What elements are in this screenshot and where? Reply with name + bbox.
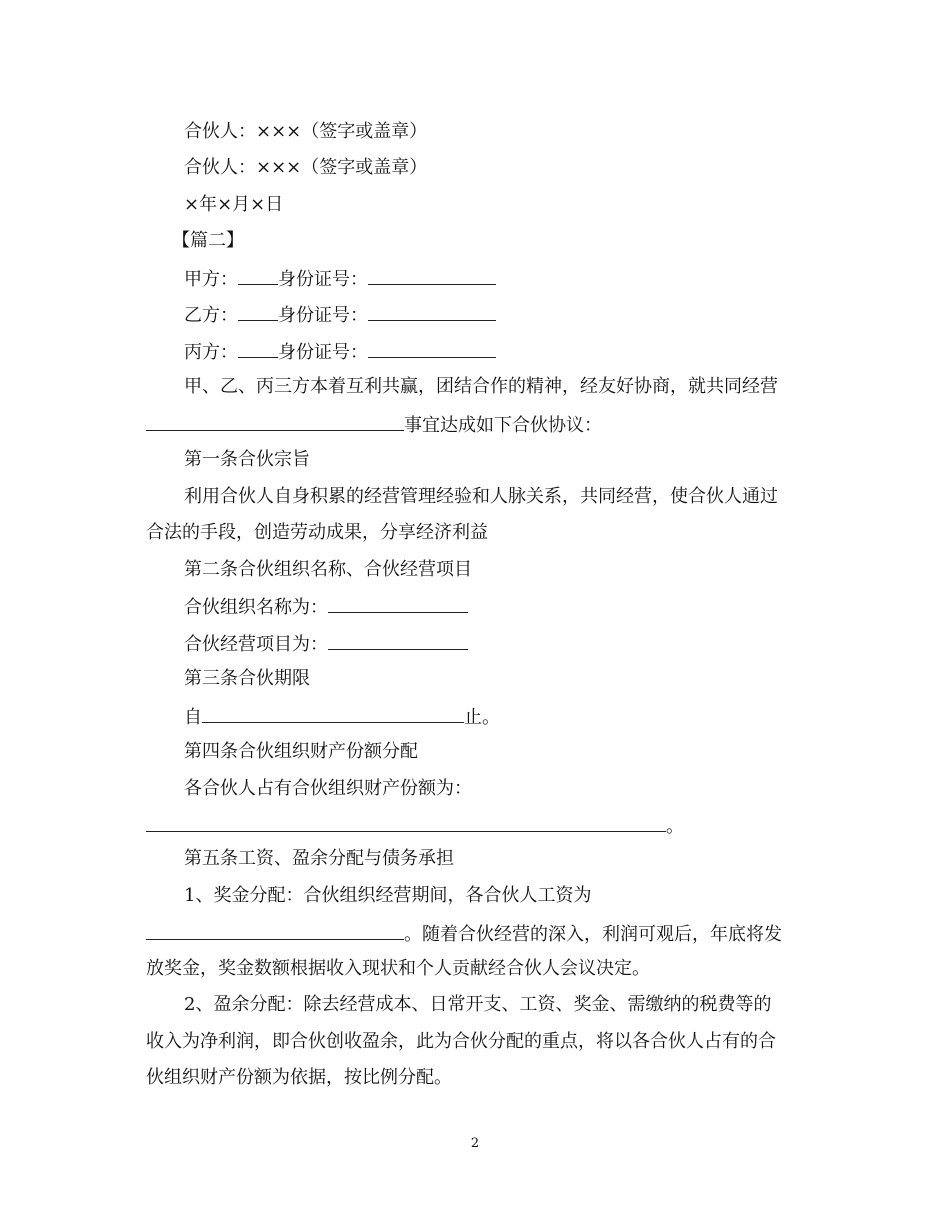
bonus-line-1: 1、奖金分配：合伙组织经营期间，各合伙人工资为 — [184, 885, 592, 906]
party-b-name-blank — [238, 302, 278, 321]
project-blank — [328, 631, 468, 650]
article-1-line-1: 利用合伙人自身积累的经营管理经验和人脉关系，共同经营，使合伙人通过 — [184, 486, 778, 507]
date-line: ×年×月×日 — [184, 194, 284, 215]
intro-line-2 — [146, 412, 602, 438]
party-c-name-blank — [238, 339, 278, 358]
surplus-line-3: 伙组织财产份额为依据，按比例分配。 — [146, 1067, 452, 1088]
article-1-title: 第一条合伙宗旨 — [184, 449, 310, 470]
project-label: 合伙经营项目为： — [184, 634, 328, 655]
bonus-line-2-suffix: 。随着合伙经营的深入，利润可观后，年底将发 — [404, 924, 782, 945]
page-number: 2 — [470, 1136, 480, 1151]
article-5-title: 第五条工资、盈余分配与债务承担 — [184, 848, 454, 869]
bonus-line-2 — [146, 921, 782, 947]
org-name-label: 合伙组织名称为： — [184, 597, 328, 618]
term-line — [184, 704, 500, 730]
party-a-label: 甲方： — [184, 269, 238, 290]
surplus-line-1: 2、盈余分配：除去经营成本、日常开支、工资、奖金、需缴纳的税费等的 — [184, 994, 772, 1015]
party-a-id-label: 身份证号： — [278, 269, 368, 290]
share-line — [146, 813, 684, 839]
party-b-id-blank — [368, 302, 496, 321]
party-a-line — [184, 266, 496, 292]
article-4-line-1: 各合伙人占有合伙组织财产份额为： — [184, 778, 472, 799]
term-from-label: 自 — [184, 707, 202, 728]
article-4-title: 第四条合伙组织财产份额分配 — [184, 741, 418, 762]
salary-blank — [146, 921, 404, 940]
party-c-id-label: 身份证号： — [278, 342, 368, 363]
project-line — [184, 631, 468, 657]
party-b-label: 乙方： — [184, 305, 238, 326]
party-c-line — [184, 339, 496, 365]
article-2-title: 第二条合伙组织名称、合伙经营项目 — [184, 559, 472, 580]
party-b-line — [184, 302, 496, 328]
bonus-line-3: 放奖金，奖金数额根据收入现状和个人贡献经合伙人会议决定。 — [146, 958, 650, 979]
share-end-mark: 。 — [666, 816, 684, 837]
intro-line-2-suffix: 事宜达成如下合伙协议： — [404, 415, 602, 436]
section-heading: 【篇二】 — [172, 230, 244, 251]
term-blank — [202, 704, 464, 723]
party-a-name-blank — [238, 266, 278, 285]
business-blank — [146, 412, 404, 431]
party-a-id-blank — [368, 266, 496, 285]
party-c-id-blank — [368, 339, 496, 358]
term-until-label: 止。 — [464, 707, 500, 728]
org-name-blank — [328, 594, 468, 613]
article-3-title: 第三条合伙期限 — [184, 668, 310, 689]
signature-line-2: 合伙人：×××（签字或盖章） — [184, 157, 428, 178]
intro-line-1: 甲、乙、丙三方本着互利共赢，团结合作的精神，经友好协商，就共同经营 — [184, 376, 778, 397]
share-blank — [146, 813, 666, 832]
party-c-label: 丙方： — [184, 342, 238, 363]
surplus-line-2: 收入为净利润，即合伙创收盈余，此为合伙分配的重点，将以各合伙人占有的合 — [146, 1031, 776, 1052]
party-b-id-label: 身份证号： — [278, 305, 368, 326]
article-1-line-2: 合法的手段，创造劳动成果，分享经济利益 — [146, 522, 488, 543]
signature-line-1: 合伙人：×××（签字或盖章） — [184, 121, 428, 142]
org-name-line — [184, 594, 468, 620]
